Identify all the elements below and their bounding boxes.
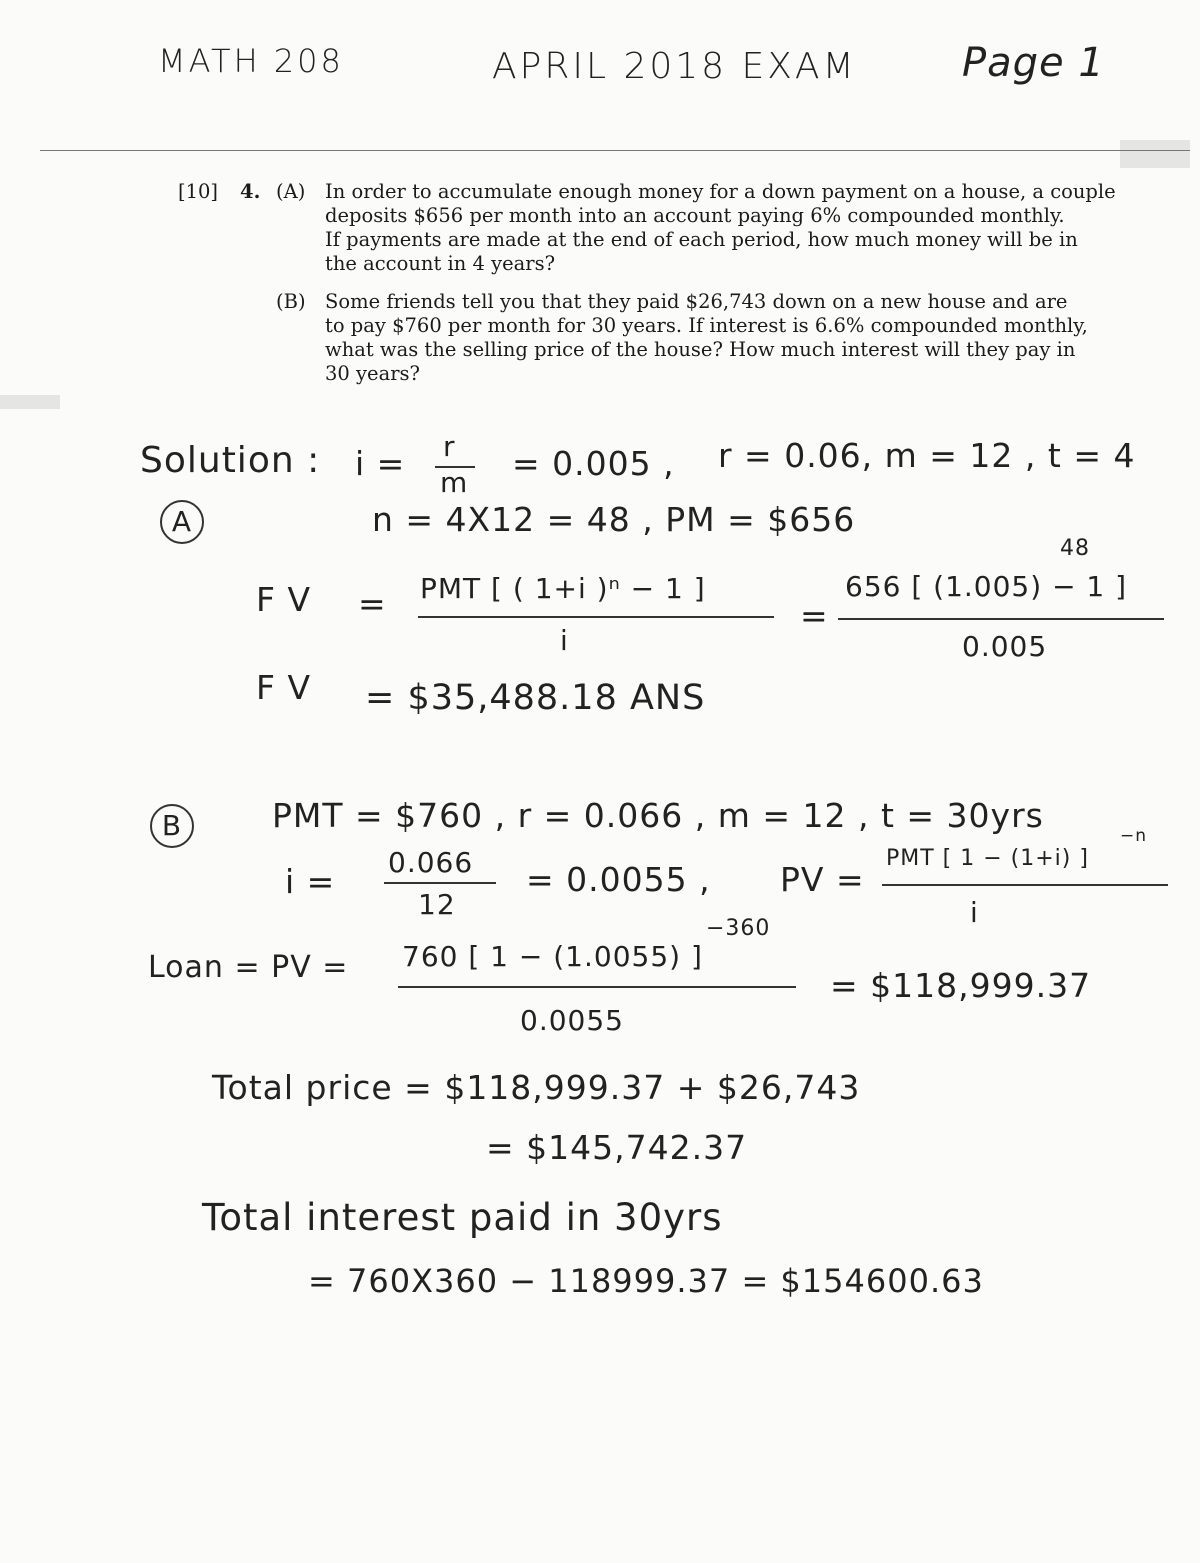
part-b-circle: B (150, 804, 194, 848)
b-pv-lhs: PV = (780, 860, 865, 899)
a-formula-den: i (560, 624, 569, 657)
part-b-line: to pay $760 per month for 30 years. If interest is 6.6% compounded monthly, (325, 314, 1088, 337)
a-i-eq: = 0.005 , (512, 444, 675, 483)
a-formula-bar (418, 616, 774, 618)
a-formula-num: PMT [ ( 1+i )ⁿ − 1 ] (420, 572, 706, 605)
part-a-line: deposits $656 per month into an account paying 6% compounded monthly. (325, 204, 1065, 227)
a-answer: = $35,488.18 ANS (365, 678, 706, 718)
part-b-label: (B) (276, 290, 306, 313)
b-total-price-2: = $145,742.37 (486, 1128, 748, 1167)
part-a-text (325, 180, 1120, 276)
b-total-price-1: Total price = $118,999.37 + $26,743 (212, 1068, 861, 1107)
a-params2: n = 4X12 = 48 , PM = $656 (372, 500, 856, 539)
a-eq1: = (358, 584, 387, 623)
b-i-den: 12 (418, 888, 456, 921)
part-a-line: If payments are made at the end of each period, how much money will be in (325, 228, 1078, 251)
a-calc-bar (838, 618, 1164, 620)
a-calc-num: 656 [ (1.005) − 1 ] (845, 570, 1128, 603)
b-interest-1: Total interest paid in 30yrs (202, 1196, 723, 1239)
header-exam: APRIL 2018 EXAM (492, 46, 857, 87)
b-pv-num: PMT [ 1 − (1+i) ] (886, 846, 1089, 871)
part-a-circle: A (160, 500, 204, 544)
b-loan-num: 760 [ 1 − (1.0055) ] (402, 940, 703, 973)
problem-statement (0, 0, 1200, 400)
b-loan-exp: −360 (706, 916, 771, 941)
a-eq2: = (800, 596, 829, 635)
a-i-num: r (443, 430, 456, 463)
problem-points: [10] (178, 180, 219, 203)
a-fv-label: F V (256, 580, 312, 619)
b-loan-lhs: Loan = PV = (148, 950, 349, 985)
part-b-line: 30 years? (325, 362, 420, 385)
b-params: PMT = $760 , r = 0.066 , m = 12 , t = 30yrs (272, 796, 1044, 835)
b-i-lhs: i = (285, 862, 336, 901)
part-b-text (325, 290, 1120, 386)
part-a-line: the account in 4 years? (325, 252, 556, 275)
b-interest-2: = 760X360 − 118999.37 = $154600.63 (308, 1262, 984, 1300)
a-i-den: m (440, 466, 469, 499)
solution-label: Solution : (140, 440, 321, 481)
b-i-eq: = 0.0055 , (526, 860, 711, 899)
b-pv-den: i (970, 896, 979, 929)
part-a-label: (A) (276, 180, 306, 203)
a-fv-label2: F V (256, 668, 312, 707)
b-pv-exp: −n (1120, 826, 1148, 846)
a-calc-den: 0.005 (962, 630, 1048, 663)
header-course: MATH 208 (158, 42, 344, 80)
a-i-lhs: i = (355, 444, 406, 483)
part-b-line: Some friends tell you that they paid $26,743 down on a new house and are (325, 290, 1068, 313)
b-i-bar (384, 882, 496, 884)
part-b-line: what was the selling price of the house? How much interest will they pay in (325, 338, 1076, 361)
a-calc-exp: 48 (1060, 536, 1090, 561)
part-a-line: In order to accumulate enough money for a down payment on a house, a couple (325, 180, 1116, 203)
b-loan-result: = $118,999.37 (830, 966, 1092, 1005)
b-loan-den: 0.0055 (520, 1004, 624, 1037)
b-loan-bar (398, 986, 796, 988)
problem-number: 4. (240, 180, 261, 203)
b-i-num: 0.066 (388, 846, 474, 879)
a-params1: r = 0.06, m = 12 , t = 4 (718, 436, 1136, 475)
header-page: Page 1 (962, 40, 1105, 86)
b-pv-bar (882, 884, 1168, 886)
